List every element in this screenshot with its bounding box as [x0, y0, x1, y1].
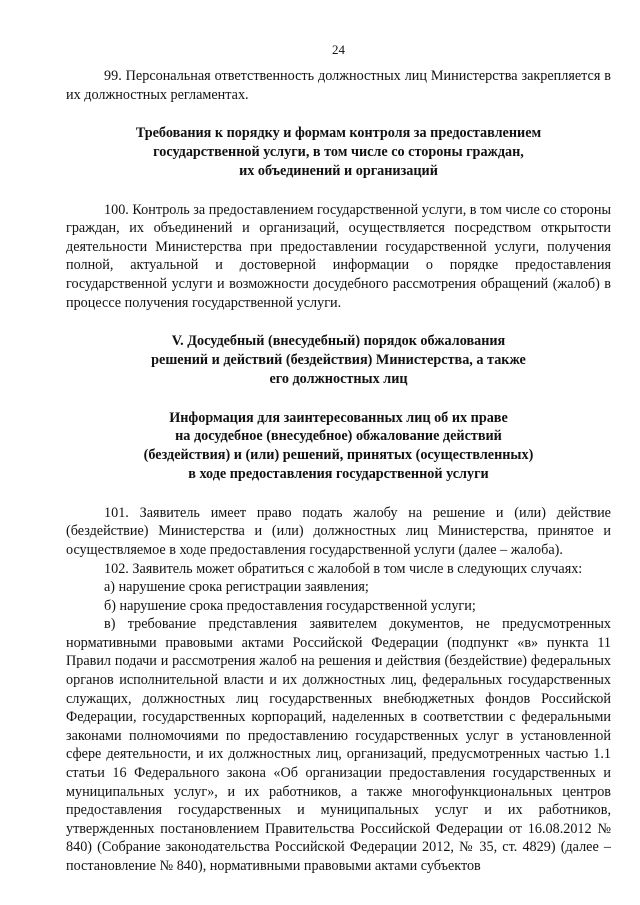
list-item-102a: а) нарушение срока регистрации заявления; — [104, 579, 369, 596]
list-item-102b: б) нарушение срока предоставления государственной услуги; — [104, 597, 476, 614]
paragraph-100: 100. Контроль за предоставлением государственной услуги, в том числе со стороны граждан, их объединений и организаций, осуществляется посредством открытости деятельности Министерства при предоставлении государственной услуги, получения полной, актуальной и достоверной информации о порядке предоставления государственной услуги и возможности досудебного рассмотрения обращений (жалоб) в процессе получения государственной услуги. — [66, 201, 612, 311]
document-page — [66, 42, 611, 876]
paragraph-99: 99. Персональная ответственность должностных лиц Министерства закрепляется в их должностных регламентах. — [66, 68, 611, 103]
heading-line: государственной услуги, в том числе со стороны граждан, — [153, 143, 524, 160]
heading-line: (бездействия) и (или) решений, принятых (осуществленных) — [143, 447, 534, 464]
heading-line: V. Досудебный (внесудебный) порядок обжалования — [171, 333, 506, 350]
paragraph-101: 101. Заявитель имеет право подать жалобу на решение и (или) действие (бездействие) Министерства и (или) должностных лиц Министерства, принятое и осуществляемое в ходе предоставления государственной услуги (далее – жалоба). — [66, 504, 611, 558]
heading-section-v — [66, 332, 611, 388]
heading-line: его должностных лиц — [269, 370, 408, 387]
heading-line: на досудебное (внесудебное) обжалование действий — [175, 428, 502, 445]
heading-line: их объединений и организаций — [239, 162, 438, 179]
heading-control-requirements — [66, 124, 611, 180]
page-number: 24 — [332, 42, 345, 57]
paragraph-102: 102. Заявитель может обратиться с жалобой в том числе в следующих случаях: — [104, 560, 583, 577]
heading-information-rights — [66, 409, 611, 484]
heading-line: Требования к порядку и формам контроля за предоставлением — [135, 125, 542, 142]
heading-line: в ходе предоставления государственной услуги — [188, 465, 489, 482]
heading-line: решений и действий (бездействия) Министерства, а также — [151, 351, 526, 368]
heading-line: Информация для заинтересованных лиц об их праве — [169, 409, 508, 426]
list-item-102v: в) требование представления заявителем документов, не предусмотренных нормативными правовыми актами Российской Федерации (подпункт «в» пункта 11 Правил подачи и рассмотрения жалоб на решения и действия (бездействие) федеральных органов исполнительной власти и их должностных лиц, федеральных государственных служащих, должностных лиц государственных внебюджетных фондов Российской Федерации, государственных корпораций, наделенных в соответствии с федеральными законами полномочиями по предоставлению государственных услуг в установленной сфере деятельности, и их должностных лиц, организаций, предусмотренных частью 1.1 статьи 16 Федерального закона «Об организации предоставления государственных и муниципальных услуг», и их работников, а также многофункциональных центров предоставления государственных и муниципальных услуг и их работников, утвержденных постановлением Правительства Российской Федерации от 16.08.2012 № 840) (Собрание законодательства Российской Федерации 2012, № 35, ст. 4829) (далее – постановление № 840), нормативными правовыми актами субъектов — [66, 616, 611, 874]
